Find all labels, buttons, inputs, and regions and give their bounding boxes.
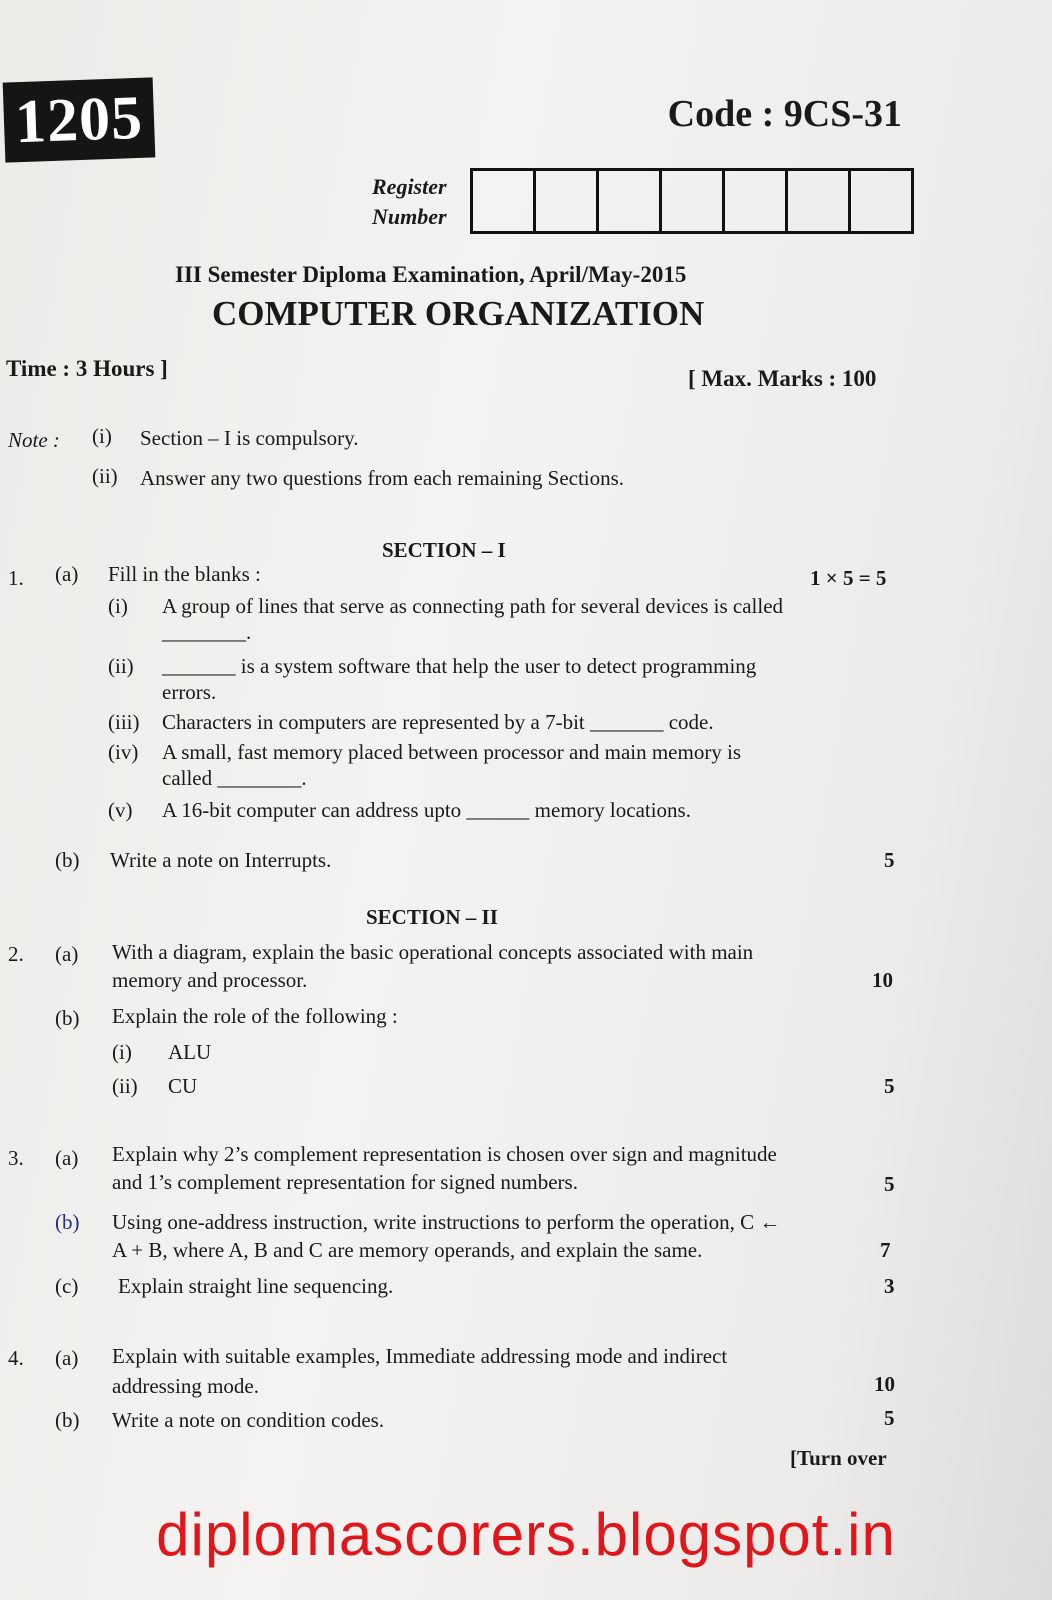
note-num: (i) [92,424,112,448]
register-box [725,171,788,231]
paper-code: Code : 9CS-31 [667,93,902,135]
blank-num: (i) [108,594,128,618]
question-text: Explain with suitable examples, Immediate addressing mode and indirect [112,1344,728,1368]
blank-num: (iii) [108,710,140,734]
marks: 1 × 5 = 5 [810,566,887,590]
register-label-line2: Number [372,204,447,229]
marks: 7 [880,1238,891,1262]
note-text: Section – I is compulsory. [140,426,359,450]
register-box [473,171,536,231]
marks: 5 [884,1074,895,1098]
register-box [599,171,662,231]
paper-number: 1205 [13,83,145,156]
marks: 5 [884,1406,895,1430]
blank-num: (ii) [108,654,134,678]
question-text: A + B, where A, B and C are memory operands, and explain the same. [112,1238,703,1262]
blank-text: _______ is a system software that help the user to detect programming [162,654,757,678]
exam-title: III Semester Diploma Examination, April/May-2015 [175,262,687,287]
blank-text: Characters in computers are represented by a 7-bit _______ code. [162,710,714,734]
turn-over: [Turn over [790,1446,887,1470]
question-text: memory and processor. [112,968,308,992]
sub-num: (ii) [112,1074,138,1098]
section-heading: SECTION – II [366,905,498,929]
part-label: (a) [55,562,79,586]
question-text: Write a note on condition codes. [112,1408,385,1432]
question-text: Write a note on Interrupts. [110,848,332,872]
section-heading: SECTION – I [382,538,506,562]
subject-title: COMPUTER ORGANIZATION [212,294,705,333]
note-label: Note : [8,428,60,452]
part-label: (a) [55,942,79,966]
marks: 3 [884,1274,895,1298]
marks: 5 [884,1172,895,1196]
marks: 5 [884,848,895,872]
part-label: (a) [55,1146,79,1170]
question-text: Using one-address instruction, write instructions to perform the operation, C ← [112,1210,781,1234]
question-text: With a diagram, explain the basic operational concepts associated with main [112,940,754,964]
register-box [662,171,725,231]
part-label: (b) [55,1006,80,1030]
blank-text: called ________. [162,766,307,790]
time-allowed: Time : 3 Hours ] [6,356,168,381]
question-number: 4. [8,1346,24,1370]
part-label: (a) [55,1346,79,1370]
max-marks: [ Max. Marks : 100 [688,366,877,391]
part-label: (b) [55,1210,80,1234]
blank-text: A small, fast memory placed between processor and main memory is [162,740,742,764]
note-num: (ii) [92,464,118,488]
register-number-boxes [470,168,914,234]
register-box [851,171,911,231]
blank-text: A 16-bit computer can address upto ______ memory locations. [162,798,691,822]
question-text: Explain why 2’s complement representation is chosen over sign and magnitude [112,1142,777,1166]
question-text: Fill in the blanks : [108,562,261,586]
question-text: addressing mode. [112,1374,259,1398]
register-number-label [372,172,447,232]
part-label: (b) [55,848,80,872]
register-box [788,171,851,231]
sub-text: ALU [168,1040,212,1064]
watermark: diplomascorers.blogspot.in [156,1501,896,1568]
part-label: (c) [55,1274,79,1298]
blank-num: (iv) [108,740,139,764]
question-number: 3. [8,1146,24,1170]
blank-text: ________. [162,620,252,644]
question-text: and 1’s complement representation for signed numbers. [112,1170,578,1194]
paper-number-badge [3,77,156,162]
sub-text: CU [168,1074,198,1098]
register-label-line1: Register [372,174,447,199]
question-text: Explain the role of the following : [112,1004,398,1028]
sub-num: (i) [112,1040,132,1064]
blank-num: (v) [108,798,133,822]
question-text: Explain straight line sequencing. [118,1274,394,1298]
part-label: (b) [55,1408,80,1432]
question-number: 1. [8,566,24,590]
blank-text: A group of lines that serve as connecting path for several devices is called [162,594,784,618]
register-box [536,171,599,231]
note-text: Answer any two questions from each remaining Sections. [140,466,625,490]
marks: 10 [872,968,893,992]
question-number: 2. [8,942,24,966]
blank-text: errors. [162,680,217,704]
marks: 10 [874,1372,895,1396]
